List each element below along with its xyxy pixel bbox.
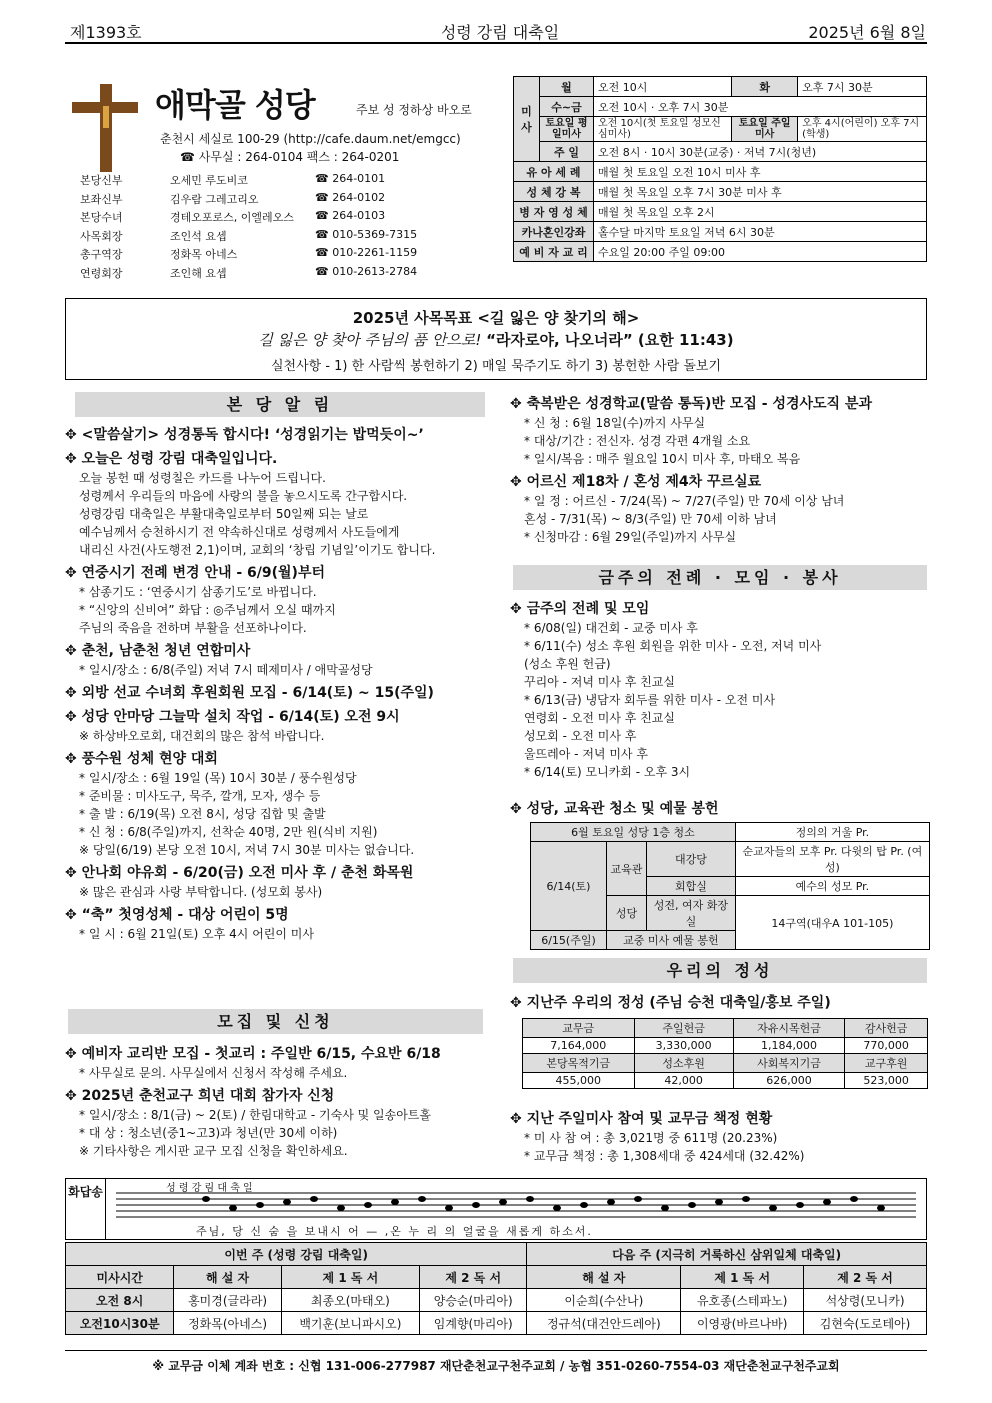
offering-title: ✥ 지난주 우리의 정성 (주님 승천 대축일/홍보 주일)	[510, 994, 930, 1013]
church-name: 애막골 성당	[155, 86, 315, 124]
section-line: * 사무실로 문의. 사무실에서 신청서 작성해 주세요.	[79, 1066, 348, 1080]
staff-role: 본당신부	[80, 174, 123, 187]
readers-cell: 오전 8시	[66, 1289, 174, 1312]
cleaning-edu: 교육관	[607, 842, 647, 896]
mass-label: 미 사	[514, 77, 540, 162]
staff-row	[80, 209, 490, 227]
music-note	[769, 1205, 777, 1211]
cross-icon	[70, 82, 140, 174]
bank-account-footer: ※ 교무금 이체 계좌 번호 : 신협 131-006-277987 재단춘천교구천주교회 / 농협 351-0260-7554-03 재단춘천교구천주교회	[65, 1350, 927, 1374]
music-note	[445, 1205, 453, 1211]
offering-cell: 455,000	[523, 1073, 635, 1089]
readers-cell: 이순희(수산나)	[527, 1289, 681, 1312]
section-line: ※ 기타사항은 게시판 교구 모집 신청을 확인하세요.	[79, 1144, 348, 1158]
section-line: * 신 청 : 6월 18일(수)까지 사무실	[524, 416, 706, 430]
staff-role: 연령회장	[80, 266, 123, 280]
music-note	[553, 1205, 561, 1211]
goal-practice: 실천사항 - 1) 한 사람씩 봉헌하기 2) 매일 묵주기도 하기 3) 봉헌한 사람 돌보기	[270, 359, 722, 374]
weekly-line: * 6/13(금) 냉담자 회두를 위한 미사 - 오전 미사	[524, 693, 776, 707]
weekly-line: * 6/14(토) 모니카회 - 오후 3시	[524, 765, 691, 779]
music-note	[364, 1202, 372, 1208]
section-line: * 일 정 : 어르신 - 7/24(목) ~ 7/27(주일) 만 70세 이상 남녀	[524, 494, 845, 508]
staff-tel: ☎ 010-5369-7315	[315, 227, 418, 241]
staff-role: 사목회장	[80, 229, 123, 243]
cleaning-ch: 성당	[607, 896, 647, 931]
offering-cell: 교구후원	[845, 1054, 928, 1073]
music-note	[310, 1196, 318, 1202]
cleaning-d1: 6/14(토)	[531, 842, 607, 931]
cleaning-section	[510, 800, 930, 819]
offering-header: 우리의 정성	[513, 958, 927, 983]
mass-extra-value: 매월 첫 토요일 오전 10시 미사 후	[594, 162, 927, 182]
music-note	[418, 1196, 426, 1202]
music-note	[202, 1196, 210, 1202]
offering-cell: 626,000	[733, 1073, 845, 1089]
readers-cell: 이영광(바르나바)	[681, 1312, 804, 1335]
mass-extra-label: 예 비 자 교 리	[514, 242, 594, 262]
notice-header: 본 당 알 림	[75, 392, 485, 417]
feast-title: 성령 강림 대축일	[440, 23, 560, 42]
weekly-section	[510, 600, 930, 781]
section-heading: ✥ 축복받은 성경학교(말씀 통독)반 모집 - 성경사도직 분과	[510, 395, 930, 414]
section-heading: ✥ 예비자 교리반 모집 - 첫교리 : 주일반 6/15, 수요반 6/18	[65, 1045, 505, 1064]
section-heading: ✥ 오늘은 성령 강림 대축일입니다.	[65, 450, 505, 469]
staff-name: 김우람 그레고리오	[170, 192, 259, 206]
issue-number: 제1393호	[70, 23, 142, 42]
attendance-section	[510, 1110, 930, 1165]
weekly-line: 꾸리아 - 저녁 미사 후 친교실	[524, 675, 675, 689]
cleaning-title: ✥ 성당, 교육관 청소 및 예물 봉헌	[510, 800, 930, 819]
staff-tel: ☎ 010-2613-2784	[315, 264, 418, 278]
mass-sat2: 오후 4시(어린이) 오후 7시(학생)	[798, 117, 927, 142]
goal-quote: “라자로야, 나오너라” (요한 11:43)	[486, 331, 734, 349]
readers-col-header: 미사시간	[66, 1266, 174, 1289]
music-note	[796, 1202, 804, 1208]
weekly-line: 연령회 - 오전 미사 후 친교실	[524, 711, 675, 725]
mass-mon: 오전 10시	[594, 77, 732, 97]
readers-cell: 홍미경(글라라)	[174, 1289, 281, 1312]
cleaning-big: 대강당	[647, 842, 736, 877]
offering-cell: 성소후원	[634, 1054, 733, 1073]
cleaning-gift: 교중 미사 예물 봉헌	[607, 931, 736, 950]
staff-name: 조인해 요셉	[170, 266, 227, 280]
staff-role: 총구역장	[80, 248, 123, 261]
cleaning-r1-v: 정의의 거울 Pr.	[735, 823, 929, 842]
offering-cell: 770,000	[845, 1038, 928, 1054]
music-note	[283, 1199, 291, 1205]
mass-extra-label: 유 아 세 례	[514, 162, 594, 182]
section-line: * 일시/장소 : 6월 19일 (목) 10시 30분 / 풍수원성당	[79, 771, 357, 785]
section-line: 성령강림 대축일은 부활대축일로부터 50일째 되는 날로	[79, 507, 369, 521]
staff-row	[80, 191, 490, 209]
readers-col-header: 해 설 자	[174, 1266, 281, 1289]
section-line: * 신 청 : 6/8(주일)까지, 선착순 40명, 2만 원(식비 지원)	[79, 825, 378, 839]
cleaning-ch-v: 성전, 여자 화장실	[647, 896, 736, 931]
mass-extra-value: 홀수달 마지막 토요일 저녁 6시 30분	[594, 222, 927, 242]
readers-cell: 석상령(모니카)	[804, 1289, 927, 1312]
section-line: ※ 당일(6/19) 본당 오전 10시, 저녁 7시 30분 미사는 없습니다.	[79, 843, 415, 857]
staff-tel: ☎ 264-0101	[315, 172, 386, 185]
music-note	[526, 1196, 534, 1202]
recruit-header: 모집 및 신청	[68, 1009, 483, 1034]
mass-tue-label: 화	[732, 77, 798, 97]
cleaning-table	[530, 822, 930, 950]
readers-cell: 정화목(아네스)	[174, 1312, 281, 1335]
staff-tel: ☎ 264-0103	[315, 209, 386, 222]
music-note	[823, 1199, 831, 1205]
offering-cell: 523,000	[845, 1073, 928, 1089]
readers-col-header: 제 1 독 서	[281, 1266, 419, 1289]
music-note	[256, 1202, 264, 1208]
music-note	[634, 1196, 642, 1202]
psalm-lyrics: 주님, 당 신 숨 을 보내시 어 — ,온 누 리 의 얼굴을 새롭게 하소서.	[196, 1225, 593, 1238]
mass-sat: 오전 10시(첫 토요일 성모신심미사)	[594, 117, 732, 142]
music-note	[337, 1205, 345, 1211]
mass-tue: 오후 7시 30분	[798, 77, 927, 97]
mass-sun-label: 주 일	[540, 142, 594, 162]
staff-row	[80, 246, 490, 264]
section-heading: ✥ 외방 선교 수녀회 후원회원 모집 - 6/14(토) ~ 15(주일)	[65, 684, 505, 703]
goal-motto-text: 길 잃은 양 찾아 주님의 품 안으로!	[258, 331, 482, 349]
recruit-section	[65, 1045, 505, 1160]
music-note	[229, 1205, 237, 1211]
mass-extra-label: 병 자 영 성 체	[514, 202, 594, 222]
weekly-title: ✥ 금주의 전례 및 모임	[510, 600, 930, 619]
section-line: * 일시/장소 : 8/1(금) ~ 2(토) / 한림대학교 - 기숙사 및 일송아트홀	[79, 1108, 431, 1122]
offering-cell: 42,000	[634, 1073, 733, 1089]
mass-sat2-label: 토요일 주일미사	[732, 117, 798, 142]
music-note	[472, 1202, 480, 1208]
section-line: * 대상/기간 : 전신자. 성경 각편 4개월 소요	[524, 434, 751, 448]
section-line: 오늘 봉헌 때 성령칠은 카드를 나누어 드립니다.	[79, 471, 326, 485]
section-heading: ✥ 연중시기 전례 변경 안내 - 6/9(월)부터	[65, 564, 505, 583]
mass-schedule-table	[513, 76, 927, 262]
offering-cell: 7,164,000	[523, 1038, 635, 1054]
section-line: * 삼종기도 : ‘연중시기 삼종기도’로 바뀝니다.	[79, 585, 317, 599]
weekly-header: 금주의 전례 · 모임 · 봉사	[513, 565, 927, 590]
staff-tel: ☎ 010-2261-1159	[315, 246, 418, 259]
offering-cell: 1,184,000	[733, 1038, 845, 1054]
issue-date: 2025년 6월 8일	[808, 23, 926, 42]
staff-name: 오세민 루도비코	[170, 174, 248, 187]
staff-row	[80, 228, 490, 246]
music-note	[607, 1199, 615, 1205]
cleaning-meet: 회합실	[647, 877, 736, 896]
attendance-line: * 교무금 책정 : 총 1,308세대 중 424세대 (32.42%)	[524, 1149, 805, 1163]
goal-motto	[66, 329, 926, 350]
cleaning-big-v: 순교자들의 모후 Pr. 다윗의 탑 Pr. (여성)	[735, 842, 929, 877]
offering-cell: 자유시목헌금	[733, 1019, 845, 1038]
section-line: 주님의 죽음을 전하며 부활을 선포하나이다.	[79, 621, 307, 635]
offering-cell: 감사헌금	[845, 1019, 928, 1038]
church-phone: ☎ 사무실 : 264-0104 팩스 : 264-0201	[180, 150, 400, 164]
music-note	[742, 1196, 750, 1202]
readers-this-week: 이번 주 (성령 강림 대축일)	[66, 1243, 527, 1266]
section-heading: ✥ 풍수원 성체 현양 대회	[65, 750, 505, 769]
section-heading: ✥ 안나회 야유회 - 6/20(금) 오전 미사 후 / 춘천 화목원	[65, 864, 505, 883]
attendance-line: * 미 사 참 여 : 총 3,021명 중 611명 (20.23%)	[524, 1131, 778, 1145]
section-heading: ✥ “축” 첫영성체 - 대상 어린이 5명	[65, 906, 505, 925]
readers-cell: 최종오(마태오)	[281, 1289, 419, 1312]
section-line: * 일 시 : 6월 21일(토) 오후 4시 어린이 미사	[79, 927, 314, 941]
section-heading: ✥ <말씀살기> 성경통독 합시다! ‘성경읽기는 밥먹듯이~’	[65, 426, 505, 445]
offering-cell: 주일헌금	[634, 1019, 733, 1038]
section-line: ※ 하상바오로회, 대건회의 많은 참석 바랍니다.	[79, 729, 325, 743]
pastoral-goal-box	[65, 298, 927, 380]
offering-cell: 본당목적기금	[523, 1054, 635, 1073]
music-note	[850, 1196, 858, 1202]
section-line: 내리신 사건(사도행전 2,1)이며, 교회의 ‘창립 기념일’이기도 합니다.	[79, 543, 436, 557]
section-heading: ✥ 어르신 제18차 / 혼성 제4차 꾸르실료	[510, 473, 930, 492]
music-note	[499, 1199, 507, 1205]
section-line: ※ 많은 관심과 사랑 부탁합니다. (성모회 봉사)	[79, 885, 323, 899]
section-line: * 일시/장소 : 6/8(주일) 저녁 7시 떼제미사 / 애막골성당	[79, 663, 373, 677]
readers-cell: 백기훈(보니파시오)	[281, 1312, 419, 1335]
readers-cell: 양승순(마리아)	[420, 1289, 527, 1312]
mass-extra-value: 수요일 20:00 주일 09:00	[594, 242, 927, 262]
mass-extra-label: 성 체 강 복	[514, 182, 594, 202]
psalm-box	[65, 1178, 927, 1240]
readers-col-header: 해 설 자	[527, 1266, 681, 1289]
section-line: 혼성 - 7/31(목) ~ 8/3(주일) 만 70세 이하 남녀	[524, 512, 777, 526]
mass-extra-label: 카나혼인강좌	[514, 222, 594, 242]
mass-extra-value: 매월 첫 목요일 오후 2시	[594, 202, 927, 222]
cleaning-r1: 6월 토요일 성당 1층 청소	[531, 823, 736, 842]
music-note	[715, 1199, 723, 1205]
readers-table	[65, 1242, 927, 1335]
notice-section	[65, 426, 505, 943]
psalm-title: 성 령 강 림 대 축 일	[166, 1183, 253, 1194]
staff-role: 본당수녀	[80, 211, 123, 224]
section-line: * “신앙의 신비여” 화답 : ◎주님께서 오실 때까지	[79, 603, 336, 617]
music-note	[580, 1202, 588, 1208]
music-note	[391, 1199, 399, 1205]
cleaning-d2: 6/15(주일)	[531, 931, 607, 950]
staff-row	[80, 265, 490, 283]
mass-wedfri: 오전 10시 · 오후 7시 30분	[594, 97, 927, 117]
staff-name: 경테오포로스, 이엘레오스	[170, 211, 294, 224]
section-line: * 준비물 : 미사도구, 묵주, 깔개, 모자, 생수 등	[79, 789, 321, 803]
music-note	[661, 1205, 669, 1211]
psalm-label: 화답송	[66, 1179, 106, 1239]
staff-name: 정화목 아네스	[170, 248, 238, 261]
cleaning-gv: 14구역(대우A 101-105)	[735, 896, 929, 950]
mass-sun: 오전 8시 · 10시 30분(교중) · 저녁 7시(청년)	[594, 142, 927, 162]
offering-cell: 사회복지기금	[733, 1054, 845, 1073]
right-notices	[510, 395, 930, 546]
mass-wedfri-label: 수~금	[540, 97, 594, 117]
cleaning-meet-v: 예수의 성모 Pr.	[735, 877, 929, 896]
readers-col-header: 제 2 독 서	[420, 1266, 527, 1289]
mass-mon-label: 월	[540, 77, 594, 97]
readers-col-header: 제 2 독 서	[804, 1266, 927, 1289]
readers-cell: 유호종(스테파노)	[681, 1289, 804, 1312]
section-line: * 대 상 : 청소년(중1~고3)과 청년(만 30세 이하)	[79, 1126, 338, 1140]
staff-tel: ☎ 264-0102	[315, 190, 386, 204]
church-address[interactable]: 춘천시 세실로 100-29 (http://cafe.daum.net/emgcc)	[160, 132, 461, 146]
section-heading: ✥ 춘천, 남춘천 청년 연합미사	[65, 642, 505, 661]
section-heading: ✥ 성당 안마당 그늘막 설치 작업 - 6/14(토) 오전 9시	[65, 708, 505, 727]
mass-sat-label: 토요일 평일미사	[540, 117, 594, 142]
section-line: * 출 발 : 6/19(목) 오전 8시, 성당 집합 및 출발	[79, 807, 326, 821]
patron-saint: 주보 성 정하상 바오로	[356, 103, 472, 117]
music-note	[688, 1202, 696, 1208]
weekly-line: (성소 후원 헌금)	[524, 657, 611, 671]
section-line: * 신청마감 : 6월 29일(주일)까지 사무실	[524, 530, 737, 544]
readers-col-header: 제 1 독 서	[681, 1266, 804, 1289]
readers-cell: 정규석(대건안드레아)	[527, 1312, 681, 1335]
attendance-title: ✥ 지난 주일미사 참여 및 교무금 책정 현황	[510, 1110, 930, 1129]
offering-cell: 3,330,000	[634, 1038, 733, 1054]
offering-cell: 교무금	[523, 1019, 635, 1038]
readers-cell: 임계향(마리아)	[420, 1312, 527, 1335]
readers-next-week: 다음 주 (지극히 거룩하신 삼위일체 대축일)	[527, 1243, 927, 1266]
mass-extra-value: 매월 첫 목요일 오후 7시 30분 미사 후	[594, 182, 927, 202]
readers-cell: 오전10시30분	[66, 1312, 174, 1335]
staff-name: 조인석 요셉	[170, 229, 227, 243]
music-note	[877, 1205, 885, 1211]
weekly-line: 울뜨레아 - 저녁 미사 후	[524, 747, 648, 761]
weekly-line: * 6/08(일) 대건회 - 교중 미사 후	[524, 621, 698, 635]
section-line: 성령께서 우리들의 마음에 사랑의 불을 놓으시도록 간구합시다.	[79, 489, 408, 503]
offering-section	[510, 994, 930, 1013]
section-line: * 일시/복음 : 매주 월요일 10시 미사 후, 마태오 복음	[524, 452, 801, 466]
weekly-line: * 6/11(수) 성소 후원 회원을 위한 미사 - 오전, 저녁 미사	[524, 639, 822, 653]
offering-table	[522, 1018, 928, 1089]
weekly-line: 성모회 - 오전 미사 후	[524, 729, 637, 743]
section-line: 예수님께서 승천하시기 전 약속하신대로 성령께서 사도들에게	[79, 525, 400, 539]
staff-row	[80, 172, 490, 190]
section-heading: ✥ 2025년 춘천교구 희년 대회 참가자 신청	[65, 1087, 505, 1106]
readers-cell: 김현숙(도로테아)	[804, 1312, 927, 1335]
staff-role: 보좌신부	[80, 192, 123, 206]
goal-title: 2025년 사목목표 <길 잃은 양 찾기의 해>	[352, 309, 640, 327]
